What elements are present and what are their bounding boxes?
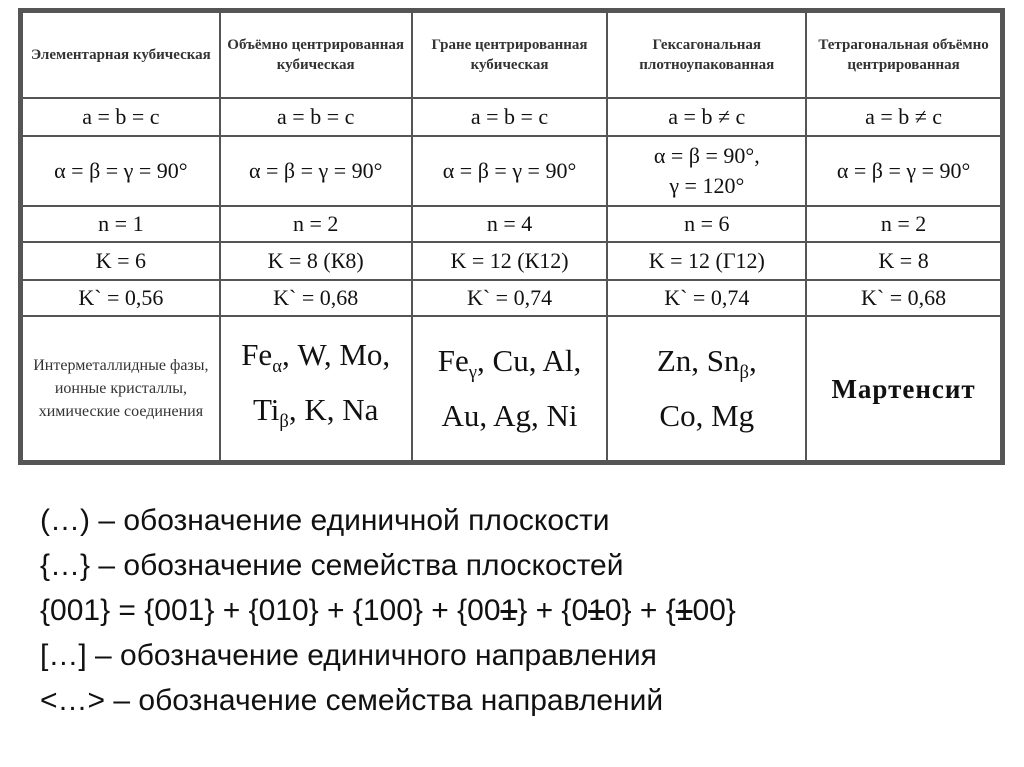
- table-header-row: [22, 12, 1001, 98]
- materials-bcc: $Fe_\alpha$, W, Mo, $Ti_\beta$, K, Na: [220, 316, 412, 461]
- table-cell: a = b = c: [22, 98, 220, 136]
- table-cell: a = b ≠ c: [806, 98, 1001, 136]
- table-cell: α = β = γ = 90°: [412, 136, 608, 206]
- table-row: [22, 280, 1001, 316]
- table-cell: K` = 0,68: [806, 280, 1001, 316]
- hex-angle-line2: γ = 120°: [669, 173, 745, 198]
- table-cell: [607, 136, 806, 206]
- table-cell: K = 12 (К12): [412, 242, 608, 280]
- hex-angle-line1: α = β = 90°,: [653, 143, 760, 168]
- table-cell: n = 1: [22, 206, 220, 242]
- table-cell: a = b = c: [220, 98, 412, 136]
- table-row: [22, 206, 1001, 242]
- header-cell: Объёмно центрированная кубическая: [220, 12, 412, 98]
- table-cell: n = 2: [220, 206, 412, 242]
- table-cell: K` = 0,68: [220, 280, 412, 316]
- table-cell: α = β = γ = 90°: [22, 136, 220, 206]
- table-row: [22, 242, 1001, 280]
- table-row: [22, 98, 1001, 136]
- table-cell: K` = 0,56: [22, 280, 220, 316]
- table-cell: K = 12 (Г12): [607, 242, 806, 280]
- table-cell: α = β = γ = 90°: [806, 136, 1001, 206]
- notation-notes: [40, 498, 736, 723]
- table-cell: a = b = c: [412, 98, 608, 136]
- table-cell: K = 8 (К8): [220, 242, 412, 280]
- note-plane-family-expansion: {001} = {001} + {010} + {100} + {001} + {010} + {100}: [40, 594, 736, 627]
- table-cell: a = b ≠ c: [607, 98, 806, 136]
- table-row-materials: [22, 316, 1001, 461]
- header-cell: Гране центрированная кубическая: [412, 12, 608, 98]
- note-direction: […] – обозначение единичного направления: [40, 639, 657, 672]
- table-cell: K = 8: [806, 242, 1001, 280]
- table-cell: K` = 0,74: [412, 280, 608, 316]
- table-cell: n = 4: [412, 206, 608, 242]
- header-cell: Гексагональная плотноупакованная: [607, 12, 806, 98]
- materials-description: Интерметаллидные фазы, ионные кристаллы, химические соединения: [22, 316, 220, 461]
- header-cell: Тетрагональная объёмно центрированная: [806, 12, 1001, 98]
- note-plane-family: {…} – обозначение семейства плоскостей: [40, 549, 624, 582]
- table-cell: n = 2: [806, 206, 1001, 242]
- materials-hcp: Zn, $Sn_\beta$, Co, Mg: [607, 316, 806, 461]
- materials-fcc: $Fe_\gamma$, Cu, Al, Au, Ag, Ni: [412, 316, 608, 461]
- table-cell: n = 6: [607, 206, 806, 242]
- table-row: [22, 136, 1001, 206]
- table-cell: K` = 0,74: [607, 280, 806, 316]
- header-cell: Элементарная кубическая: [22, 12, 220, 98]
- crystal-lattice-table: [21, 11, 1002, 462]
- table-cell: K = 6: [22, 242, 220, 280]
- note-plane: (…) – обозначение единичной плоскости: [40, 504, 610, 537]
- materials-bct: Мартенсит: [806, 316, 1001, 461]
- crystal-lattice-table-frame: [18, 8, 1005, 465]
- table-cell: α = β = γ = 90°: [220, 136, 412, 206]
- note-direction-family: <…> – обозначение семейства направлений: [40, 684, 664, 717]
